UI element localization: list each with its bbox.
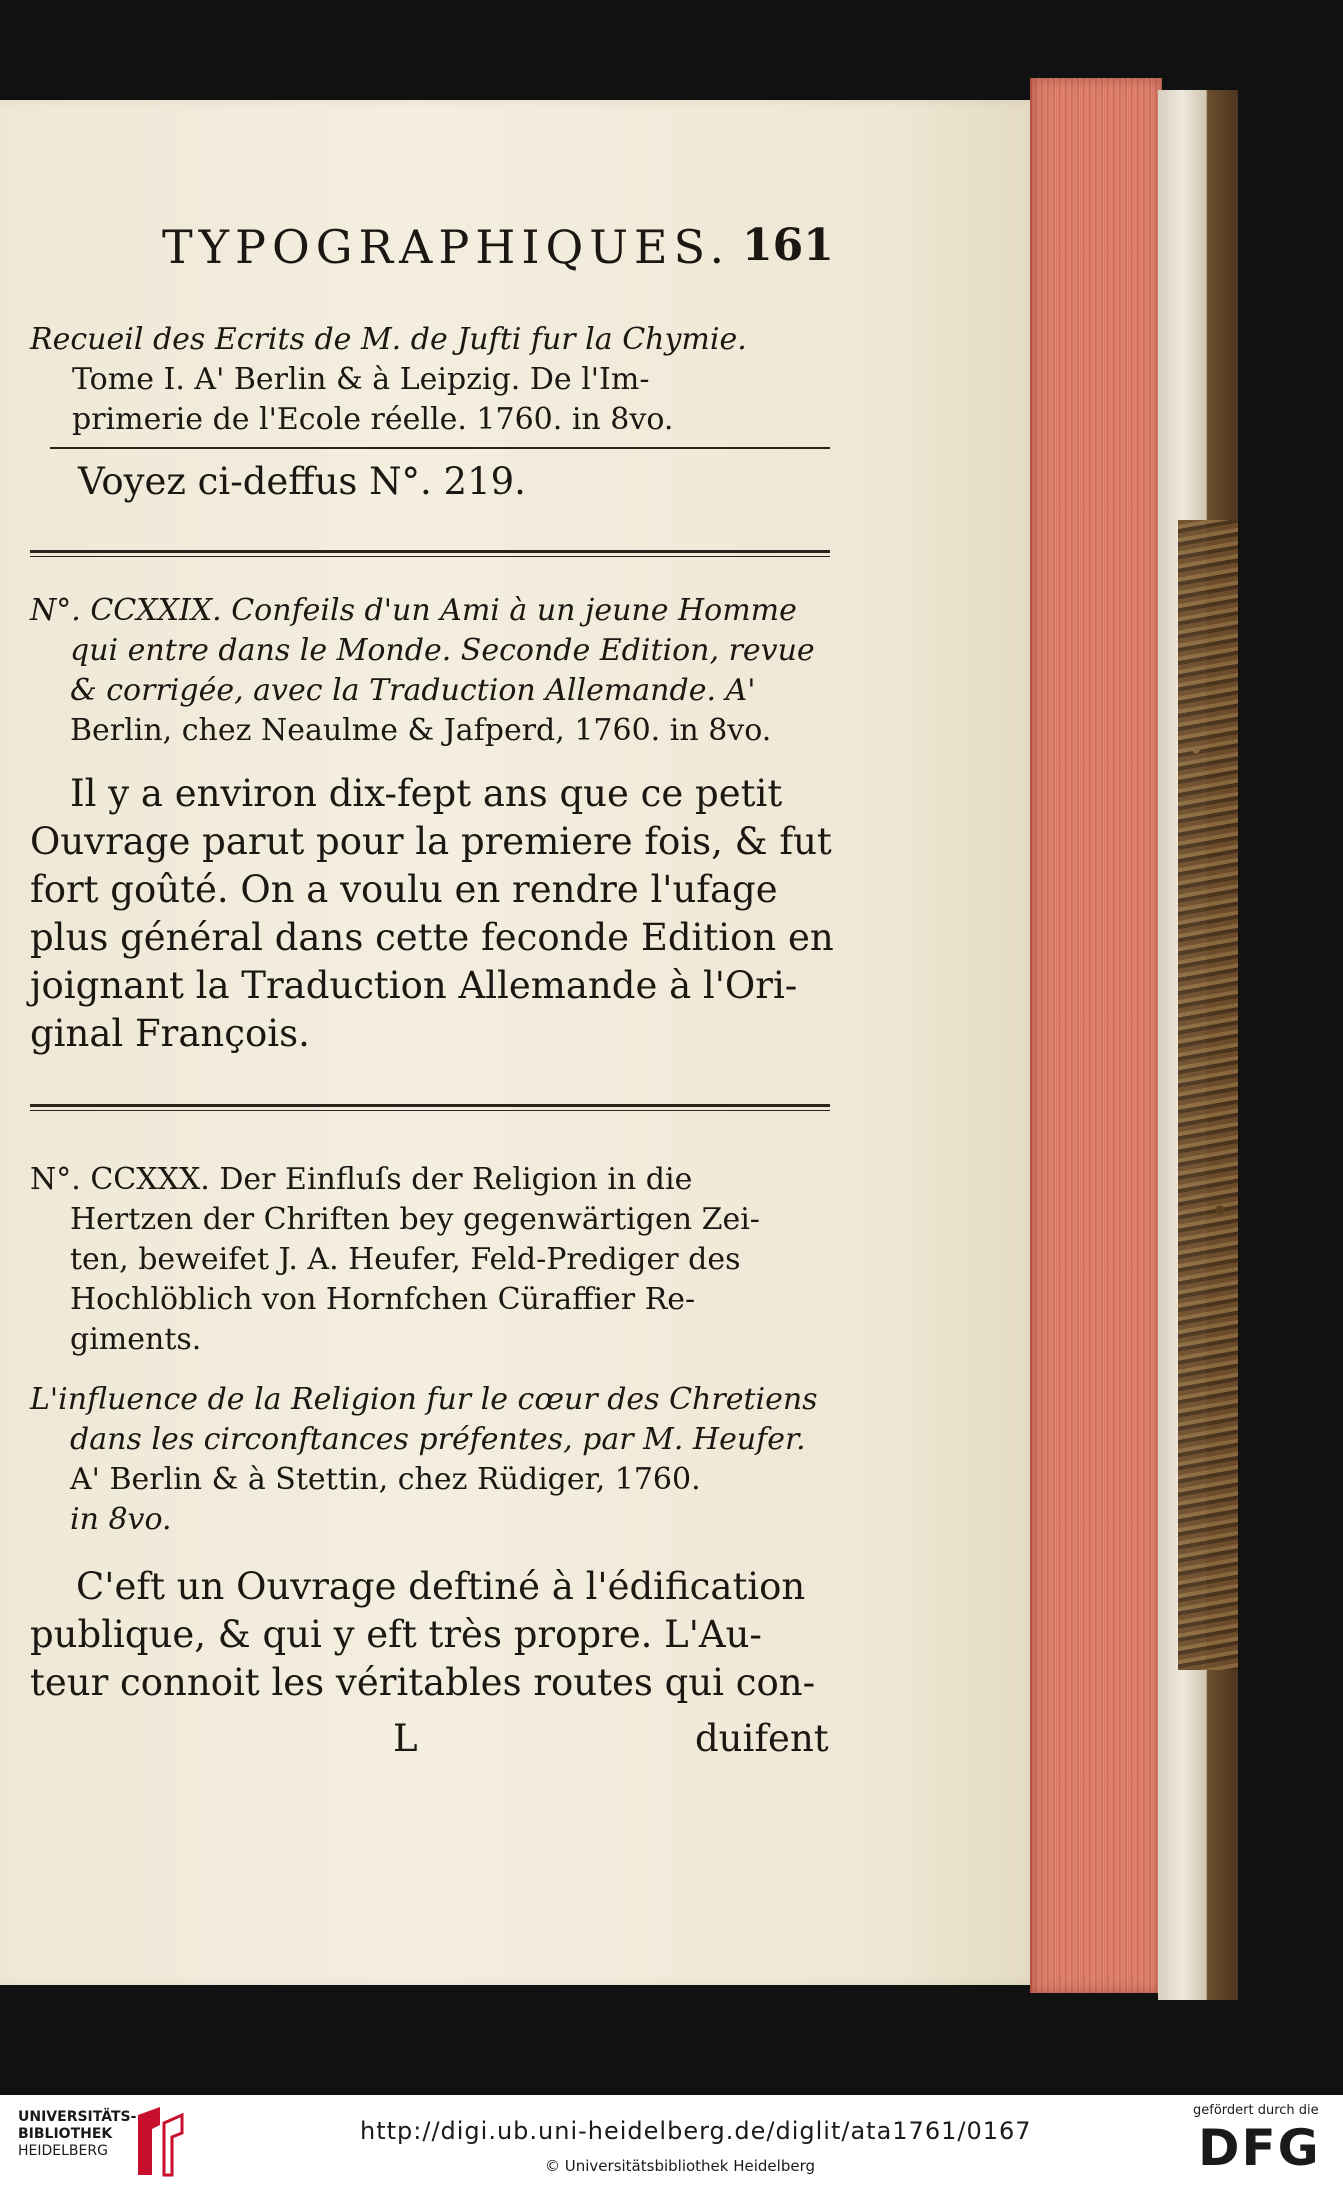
text-line: Hochlöblich von Hornfchen Cüraffier Re- (70, 1282, 696, 1317)
permalink-url[interactable]: http://digi.ub.uni-heidelberg.de/diglit/ata1761/0167 (360, 2117, 1032, 2145)
funding-note: gefördert durch die (1193, 2103, 1319, 2118)
marbled-cover (1178, 520, 1238, 1670)
library-name-line-1: UNIVERSITÄTS- (18, 2109, 137, 2125)
text-line: Ouvrage parut pour la premiere fois, & fut (30, 820, 832, 863)
text-line: ginal François. (30, 1012, 310, 1055)
section-rule (30, 1104, 830, 1107)
text-line: plus général dans cette feconde Edition en (30, 916, 834, 959)
library-logo-icon (130, 2105, 185, 2177)
text-line: A' Berlin & à Stettin, chez Rüdiger, 1760. (70, 1462, 701, 1497)
text-line: in 8vo. (70, 1502, 172, 1537)
text-line: dans les circonftances préfentes, par M. Heufer. (70, 1422, 806, 1457)
text-line: Il y a environ dix-fept ans que ce petit (70, 772, 783, 815)
section-rule-inner (30, 556, 830, 557)
text-line: Berlin, chez Neaulme & Jafperd, 1760. in 8vo. (70, 713, 772, 748)
text-line: & corrigée, avec la Traduction Allemande. A' (70, 673, 756, 708)
text-line: joignant la Traduction Allemande à l'Ori- (30, 964, 798, 1007)
text-line: Hertzen der Chriften bey gegenwärtigen Zei- (70, 1202, 760, 1237)
catchword: duifent (695, 1717, 829, 1760)
text-line: teur connoit les véritables routes qui con- (30, 1661, 816, 1704)
library-name (18, 2109, 136, 2143)
text-line: C'eft un Ouvrage deftiné à l'édification (76, 1565, 806, 1608)
library-name-line-2: BIBLIOTHEK (18, 2126, 113, 2142)
page-number: 161 (742, 220, 834, 271)
dfg-logo: DFG (1198, 2119, 1321, 2177)
running-head: TYPOGRAPHIQUES. (162, 220, 731, 274)
text-line: L'influence de la Religion fur le cœur des Chretiens (30, 1382, 818, 1417)
text-line: publique, & qui y eft très propre. L'Au- (30, 1613, 762, 1656)
red-fore-edge (1030, 78, 1162, 1993)
text-line: Tome I. A' Berlin & à Leipzig. De l'Im- (72, 362, 650, 397)
text-line: fort goûté. On a voulu en rendre l'ufage (30, 868, 778, 911)
text-line: Recueil des Ecrits de M. de Jufti fur la Chymie. (30, 322, 747, 357)
text-line: qui entre dans le Monde. Seconde Edition, revue (70, 633, 815, 668)
text-line: primerie de l'Ecole réelle. 1760. in 8vo. (72, 402, 674, 437)
section-rule-inner (30, 1110, 830, 1111)
text-line: Voyez ci-deffus N°. 219. (78, 460, 526, 503)
text-line: giments. (70, 1322, 202, 1357)
footer-bar (0, 2095, 1343, 2188)
text-line: ten, beweifet J. A. Heufer, Feld-Prediger des (70, 1242, 741, 1277)
signature-mark: L (393, 1717, 418, 1760)
library-city: HEIDELBERG (18, 2143, 108, 2159)
text-line: N°. CCXXX. Der Einfluſs der Religion in die (30, 1162, 693, 1197)
copyright-notice: © Universitätsbibliothek Heidelberg (545, 2157, 816, 2175)
section-rule (30, 550, 830, 553)
thin-rule (50, 447, 830, 449)
text-line: N°. CCXXIX. Confeils d'un Ami à un jeune Homme (30, 593, 797, 628)
